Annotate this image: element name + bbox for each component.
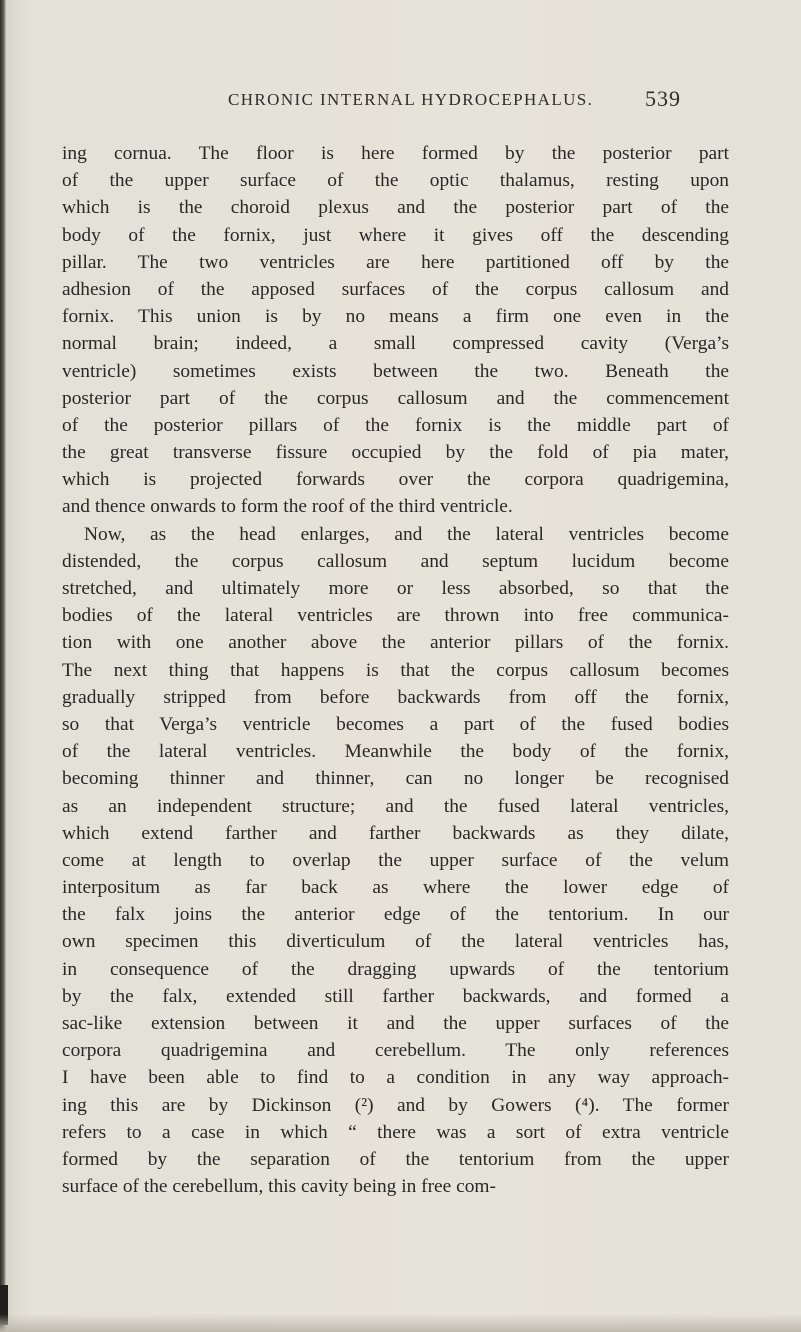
text-line: by the falx, extended still farther backwards, and formed a	[62, 985, 729, 1007]
page-number: 539	[645, 86, 681, 111]
text-line: gradually stripped from before backwards from off the fornix,	[62, 686, 729, 708]
text-line: which is the choroid plexus and the posterior part of the	[62, 197, 729, 219]
text-line: which extend farther and farther backwards as they dilate,	[62, 822, 729, 844]
page-bottom-shadow	[0, 1314, 801, 1332]
text-line: distended, the corpus callosum and septum lucidum become	[62, 550, 729, 572]
text-line: fornix. This union is by no means a firm one even in the	[62, 306, 729, 328]
text-line: tion with one another above the anterior pillars of the fornix.	[62, 632, 729, 654]
text-line: pillar. The two ventricles are here partitioned off by the	[62, 251, 729, 273]
text-line: corpora quadrigemina and cerebellum. The only references	[62, 1040, 729, 1062]
text-line: interpositum as far back as where the lower edge of	[62, 877, 729, 899]
text-line: so that Verga’s ventricle becomes a part of the fused bodies	[62, 713, 729, 735]
text-line: The next thing that happens is that the corpus callosum becomes	[62, 659, 729, 681]
text-line: of the upper surface of the optic thalamus, resting upon	[62, 170, 729, 192]
page-gutter-shadow	[0, 0, 6, 1332]
running-head	[0, 86, 801, 116]
text-line: formed by the separation of the tentorium from the upper	[62, 1148, 729, 1170]
text-line: as an independent structure; and the fused lateral ventricles,	[62, 795, 729, 817]
text-line: adhesion of the apposed surfaces of the corpus callosum and	[62, 278, 729, 300]
text-line: body of the fornix, just where it gives off the descending	[62, 224, 729, 246]
text-line: the falx joins the anterior edge of the tentorium. In our	[62, 904, 729, 926]
text-line: which is projected forwards over the corpora quadrigemina,	[62, 469, 729, 491]
text-line: posterior part of the corpus callosum and the commencement	[62, 387, 729, 409]
text-line: and thence onwards to form the roof of the third ventricle.	[62, 496, 513, 518]
text-line-paragraph-start: Now, as the head enlarges, and the lateral ventricles become	[84, 523, 729, 545]
text-line: ing this are by Dickinson (²) and by Gowers (⁴). The former	[62, 1094, 729, 1116]
text-line: stretched, and ultimately more or less absorbed, so that the	[62, 578, 729, 599]
text-line: sac-like extension between it and the upper surfaces of the	[62, 1013, 729, 1034]
text-line: becoming thinner and thinner, can no longer be recognised	[62, 768, 729, 790]
running-title: CHRONIC INTERNAL HYDROCEPHALUS.	[228, 90, 594, 109]
text-line: of the posterior pillars of the fornix is the middle part of	[62, 414, 729, 436]
text-line: ventricle) sometimes exists between the two. Beneath the	[62, 360, 729, 382]
text-line: I have been able to find to a condition in any way approach-	[62, 1067, 729, 1089]
body-text	[62, 140, 729, 1200]
text-line: own specimen this diverticulum of the lateral ventricles has,	[62, 931, 729, 953]
text-line: bodies of the lateral ventricles are thrown into free communica-	[62, 605, 729, 627]
text-line: normal brain; indeed, a small compressed cavity (Verga’s	[62, 333, 729, 355]
text-line: in consequence of the dragging upwards of the tentorium	[62, 958, 729, 980]
text-line: the great transverse fissure occupied by the fold of pia mater,	[62, 442, 729, 464]
text-line: refers to a case in which “ there was a sort of extra ventricle	[62, 1121, 729, 1143]
text-line: come at length to overlap the upper surface of the velum	[62, 849, 729, 871]
text-line: surface of the cerebellum, this cavity being in free com-	[62, 1176, 496, 1198]
text-line: ing cornua. The floor is here formed by the posterior part	[62, 143, 729, 164]
text-line: of the lateral ventricles. Meanwhile the body of the fornix,	[62, 741, 729, 763]
